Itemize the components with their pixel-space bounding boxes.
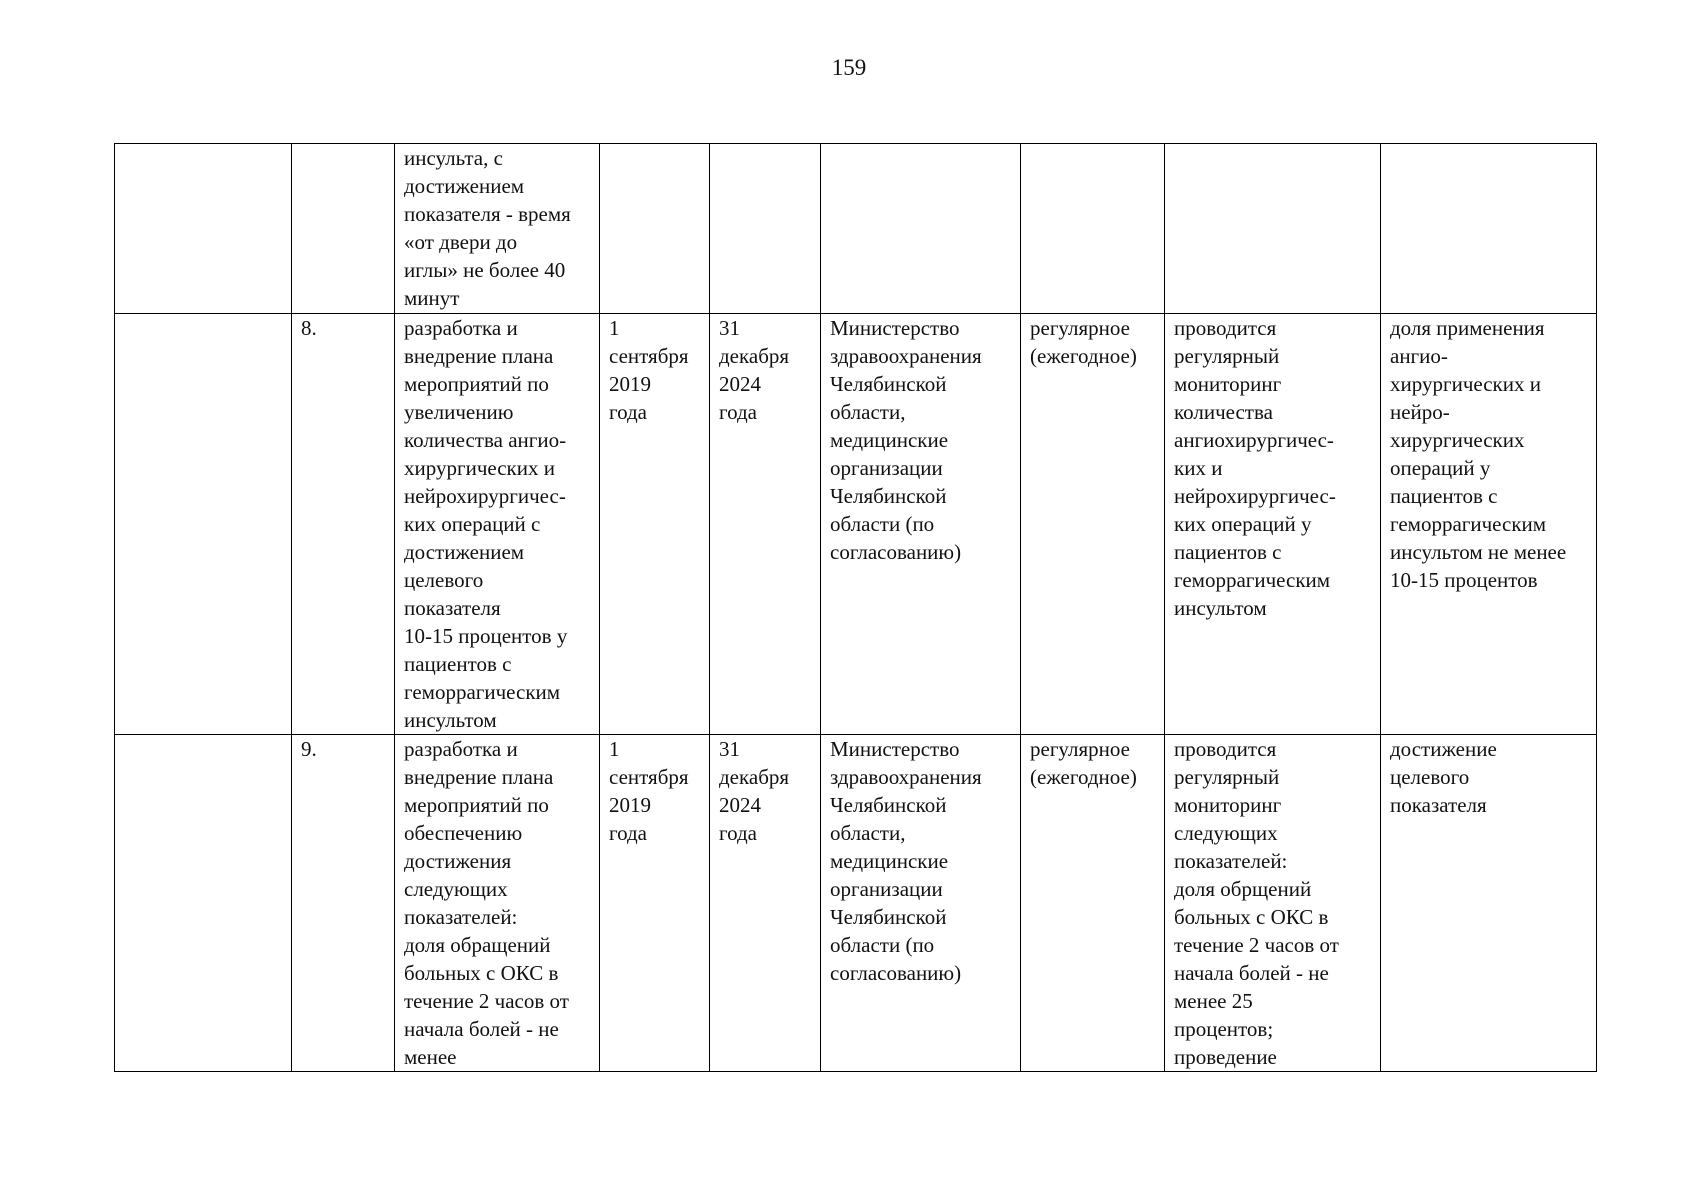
cell-line: Челябинской xyxy=(830,372,947,396)
cell-line: медицинские xyxy=(830,849,949,873)
cell-line: 1 xyxy=(609,737,620,761)
cell-line: мониторинг xyxy=(1174,372,1282,396)
empty-cell xyxy=(115,735,292,1072)
cell-line: иглы» не более 40 xyxy=(404,258,566,282)
nature-cell xyxy=(1021,735,1165,1072)
cell-line: медицинские xyxy=(830,428,949,452)
cell-line: мероприятий по xyxy=(404,372,549,396)
cell-line: процентов; xyxy=(1174,1017,1274,1041)
cell-line: разработка и xyxy=(404,737,518,761)
nature-cell xyxy=(1021,314,1165,735)
table-row xyxy=(115,735,1597,1072)
start-date-cell xyxy=(600,735,710,1072)
cell-line: целевого xyxy=(1390,765,1470,789)
row-number-cell xyxy=(292,735,395,1072)
nature-cell xyxy=(1021,144,1165,314)
activity-cell xyxy=(395,144,600,314)
table-row xyxy=(115,314,1597,735)
cell-line: (ежегодное) xyxy=(1030,765,1137,789)
cell-line: 2019 xyxy=(609,793,651,817)
end-date-cell xyxy=(710,144,821,314)
cell-line: доля обрщений xyxy=(1174,877,1312,901)
cell-line: 31 xyxy=(719,316,740,340)
cell-line: доля применения xyxy=(1390,316,1545,340)
cell-line: начала болей - не xyxy=(1174,961,1329,985)
table-row xyxy=(115,144,1597,314)
cell-line: 2019 xyxy=(609,372,651,396)
control-cell xyxy=(1165,735,1381,1072)
cell-line: года xyxy=(609,821,647,845)
cell-line: сентября xyxy=(609,344,689,368)
result-cell xyxy=(1381,314,1597,735)
cell-line: года xyxy=(719,821,757,845)
end-date-cell xyxy=(710,735,821,1072)
cell-line: доля обращений xyxy=(404,933,551,957)
cell-line: пациентов с xyxy=(1174,540,1282,564)
row-number: 8. xyxy=(301,316,317,340)
cell-line: внедрение плана xyxy=(404,344,554,368)
responsible-cell xyxy=(821,314,1021,735)
cell-line: года xyxy=(719,400,757,424)
control-cell xyxy=(1165,314,1381,735)
cell-line: показателя xyxy=(404,596,501,620)
cell-line: менее xyxy=(404,1045,457,1069)
cell-line: регулярное xyxy=(1030,316,1130,340)
cell-line: пациентов с xyxy=(404,652,512,676)
cell-line: нейрохирургичес- xyxy=(1174,484,1336,508)
cell-line: области (по xyxy=(830,512,935,536)
cell-line: 31 xyxy=(719,737,740,761)
cell-line: ангио- xyxy=(1390,344,1448,368)
cell-line: ких операций у xyxy=(1174,512,1312,536)
cell-line: здравоохранения xyxy=(830,344,982,368)
end-date-cell xyxy=(710,314,821,735)
cell-line: показателей: xyxy=(1174,849,1288,873)
cell-line: регулярный xyxy=(1174,765,1280,789)
cell-line: ких и xyxy=(1174,456,1223,480)
responsible-cell xyxy=(821,735,1021,1072)
cell-line: организации xyxy=(830,877,943,901)
cell-line: 2024 xyxy=(719,372,761,396)
cell-line: течение 2 часов от xyxy=(1174,933,1339,957)
control-cell xyxy=(1165,144,1381,314)
cell-line: хирургических xyxy=(1390,428,1525,452)
cell-line: увеличению xyxy=(404,400,514,424)
cell-line: 1 xyxy=(609,316,620,340)
cell-line: Челябинской xyxy=(830,793,947,817)
cell-line: Министерство xyxy=(830,737,960,761)
cell-line: достижение xyxy=(1390,737,1497,761)
cell-line: регулярный xyxy=(1174,344,1280,368)
cell-line: «от двери до xyxy=(404,230,518,254)
cell-line: области (по xyxy=(830,933,935,957)
cell-line: обеспечению xyxy=(404,821,523,845)
measures-table xyxy=(114,143,1597,1072)
page-number: 159 xyxy=(831,55,867,80)
cell-line: мониторинг xyxy=(1174,793,1282,817)
cell-line: проводится xyxy=(1174,737,1277,761)
cell-line: внедрение плана xyxy=(404,765,554,789)
cell-line: следующих xyxy=(1174,821,1278,845)
cell-line: ких операций с xyxy=(404,512,541,536)
cell-line: достижением xyxy=(404,174,525,198)
cell-line: начала болей - не xyxy=(404,1017,559,1041)
cell-line: инсультом не менее xyxy=(1390,540,1567,564)
cell-line: количества ангио- xyxy=(404,428,567,452)
cell-line: количества xyxy=(1174,400,1273,424)
responsible-cell xyxy=(821,144,1021,314)
start-date-cell xyxy=(600,144,710,314)
cell-line: 10-15 процентов xyxy=(1390,568,1538,592)
cell-line: Министерство xyxy=(830,316,960,340)
cell-line: достижения xyxy=(404,849,512,873)
activity-cell xyxy=(395,735,600,1072)
cell-line: ангиохирургичес- xyxy=(1174,428,1334,452)
cell-line: инсультом xyxy=(404,708,497,732)
cell-line: хирургических и xyxy=(404,456,555,480)
cell-line: минут xyxy=(404,286,460,310)
cell-line: больных с ОКС в xyxy=(1174,905,1329,929)
row-number-cell xyxy=(292,144,395,314)
cell-line: (ежегодное) xyxy=(1030,344,1137,368)
result-cell xyxy=(1381,144,1597,314)
cell-line: области, xyxy=(830,400,906,424)
cell-line: пациентов с xyxy=(1390,484,1498,508)
cell-line: Челябинской xyxy=(830,905,947,929)
cell-line: области, xyxy=(830,821,906,845)
cell-line: операций у xyxy=(1390,456,1491,480)
row-number: 9. xyxy=(301,737,317,761)
cell-line: 2024 xyxy=(719,793,761,817)
cell-line: организации xyxy=(830,456,943,480)
cell-line: хирургических и xyxy=(1390,372,1541,396)
cell-line: года xyxy=(609,400,647,424)
cell-line: геморрагическим xyxy=(1174,568,1331,592)
cell-line: 10-15 процентов у xyxy=(404,624,568,648)
activity-cell xyxy=(395,314,600,735)
cell-line: течение 2 часов от xyxy=(404,989,569,1013)
cell-line: мероприятий по xyxy=(404,793,549,817)
cell-line: регулярное xyxy=(1030,737,1130,761)
result-cell xyxy=(1381,735,1597,1072)
cell-line: больных с ОКС в xyxy=(404,961,559,985)
cell-line: инсультом xyxy=(1174,596,1267,620)
cell-line: сентября xyxy=(609,765,689,789)
cell-line: проводится xyxy=(1174,316,1277,340)
cell-line: геморрагическим xyxy=(1390,512,1547,536)
cell-line: нейро- xyxy=(1390,400,1450,424)
cell-line: нейрохирургичес- xyxy=(404,484,566,508)
row-number-cell xyxy=(292,314,395,735)
cell-line: показателя xyxy=(1390,793,1487,817)
start-date-cell xyxy=(600,314,710,735)
cell-line: целевого xyxy=(404,568,484,592)
empty-cell xyxy=(115,144,292,314)
cell-line: согласованию) xyxy=(830,540,962,564)
cell-line: показателей: xyxy=(404,905,518,929)
cell-line: Челябинской xyxy=(830,484,947,508)
empty-cell xyxy=(115,314,292,735)
cell-line: менее 25 xyxy=(1174,989,1253,1013)
cell-line: геморрагическим xyxy=(404,680,561,704)
cell-line: декабря xyxy=(719,765,790,789)
cell-line: проведение xyxy=(1174,1045,1277,1069)
cell-line: декабря xyxy=(719,344,790,368)
cell-line: достижением xyxy=(404,540,525,564)
cell-line: инсульта, с xyxy=(404,146,503,170)
cell-line: следующих xyxy=(404,877,508,901)
cell-line: здравоохранения xyxy=(830,765,982,789)
cell-line: разработка и xyxy=(404,316,518,340)
cell-line: согласованию) xyxy=(830,961,962,985)
cell-line: показателя - время xyxy=(404,202,571,226)
